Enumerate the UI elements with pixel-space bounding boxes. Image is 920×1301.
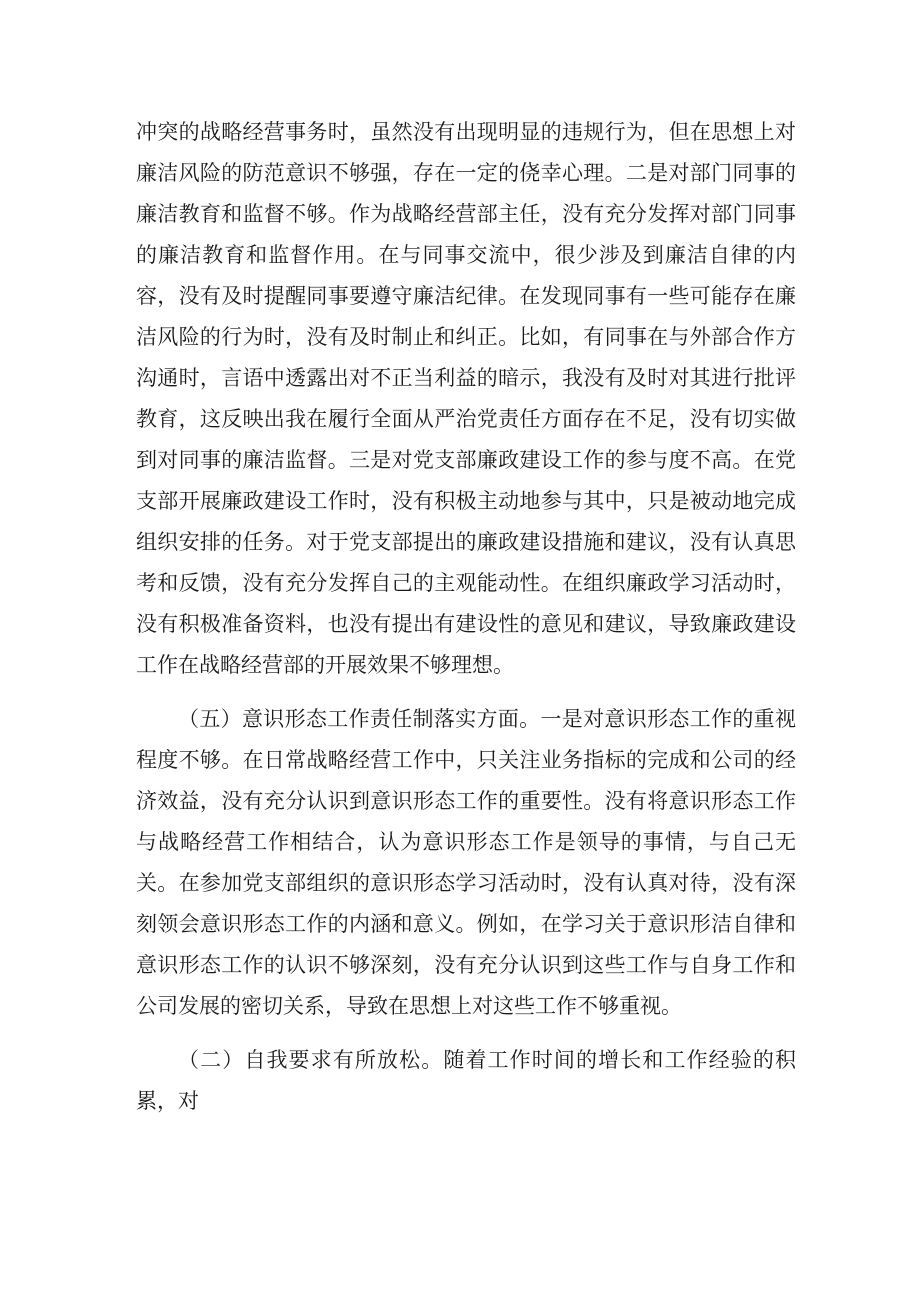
paragraph-section-five: （五）意识形态工作责任制落实方面。一是对意识形态工作的重视程度不够。在日常战略经营工作中，只关注业务指标的完成和公司的经济效益，没有充分认识到意识形态工作的重要性。没有将意识形态工作与战略经营工作相结合，认为意识形态工作是领导的事情，与自己无关。在参加党支部组织的意识形态学习活动时，没有认真对待，没有深刻领会意识形态工作的内涵和意义。例如，在学习关于意识形洁自律和意识形态工作的认识不够深刻，没有充分认识到这些工作与自身工作和公司发展的密切关系，导致在思想上对这些工作不够重视。 — [136, 707, 796, 1018]
paragraph-continued: 冲突的战略经营事务时，虽然没有出现明显的违规行为，但在思想上对廉洁风险的防范意识不够强，存在一定的侥幸心理。二是对部门同事的廉洁教育和监督不够。作为战略经营部主任，没有充分发挥对部门同事的廉洁教育和监督作用。在与同事交流中，很少涉及到廉洁自律的内容，没有及时提醒同事要遵守廉洁纪律。在发现同事有一些可能存在廉洁风险的行为时，没有及时制止和纠正。比如，有同事在与外部合作方沟通时，言语中透露出对不正当利益的暗示，我没有及时对其进行批评教育，这反映出我在履行全面从严治党责任方面存在不足，没有切实做到对同事的廉洁监督。三是对党支部廉政建设工作的参与度不高。在党支部开展廉政建设工作时，没有积极主动地参与其中，只是被动地完成组织安排的任务。对于党支部提出的廉政建设措施和建议，没有认真思考和反馈，没有充分发挥自己的主观能动性。在组织廉政学习活动时，没有积极准备资料，也没有提出有建设性的意见和建议，导致廉政建设工作在战略经营部的开展效果不够理想。 — [136, 120, 796, 677]
paragraph-section-two: （二）自我要求有所放松。随着工作时间的增长和工作经验的积累，对 — [136, 1048, 796, 1113]
document-body — [136, 112, 796, 1135]
